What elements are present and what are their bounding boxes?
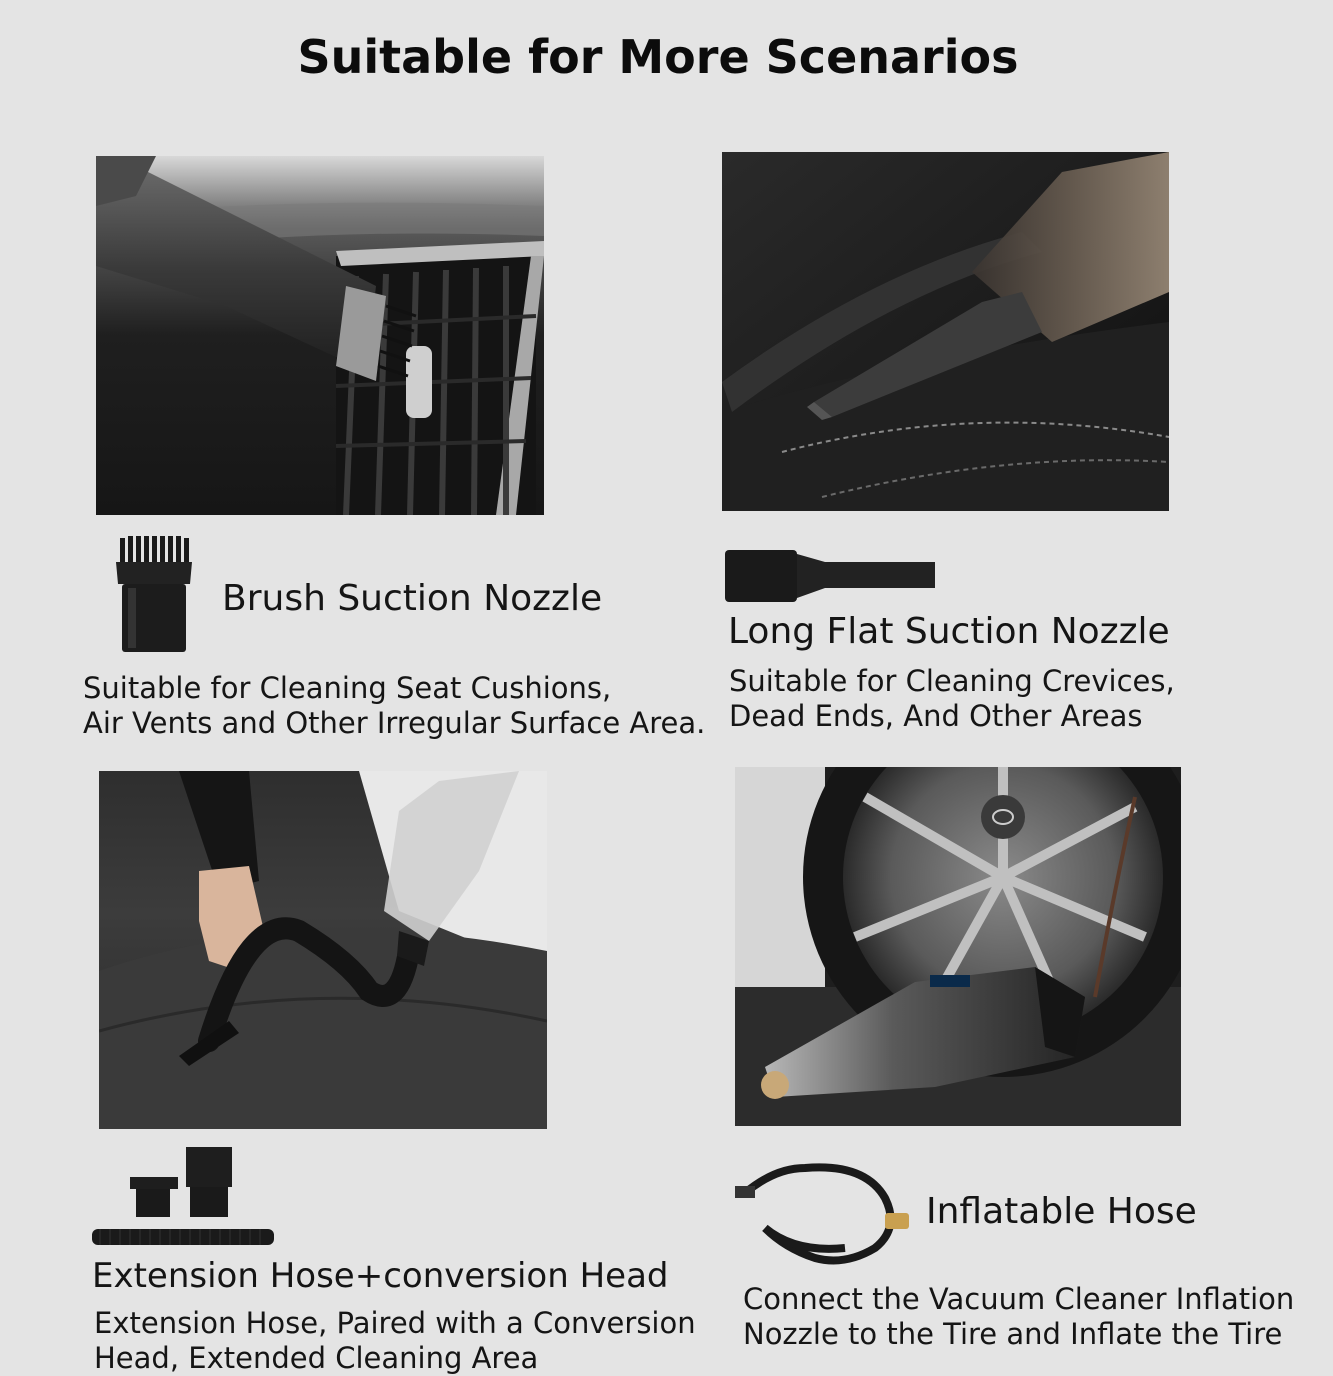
brush-nozzle-icon [114, 536, 194, 654]
inflatable-hose-label: Inflatable Hose [926, 1191, 1197, 1232]
extension-hose-desc [94, 1306, 696, 1376]
car-air-vent-photo [96, 156, 544, 515]
desc-line: Head, Extended Cleaning Area [94, 1341, 539, 1375]
desc-line: Suitable for Cleaning Crevices, [729, 664, 1175, 698]
inflatable-hose-desc [743, 1282, 1294, 1352]
brush-nozzle-label: Brush Suction Nozzle [222, 578, 603, 619]
car-tire-inflate-photo [735, 767, 1181, 1126]
desc-line: Extension Hose, Paired with a Conversion [94, 1306, 696, 1340]
extension-hose-kit-icon [90, 1147, 276, 1247]
flat-nozzle-label: Long Flat Suction Nozzle [728, 611, 1170, 652]
desc-line: Suitable for Cleaning Seat Cushions, [83, 671, 612, 705]
brush-nozzle-desc [83, 671, 705, 741]
desc-line: Dead Ends, And Other Areas [729, 699, 1143, 733]
car-seat-crevice-photo [722, 152, 1169, 511]
flat-nozzle-icon [725, 548, 937, 604]
page-title: Suitable for More Scenarios [297, 30, 1019, 84]
desc-line: Connect the Vacuum Cleaner Inflation [743, 1282, 1295, 1316]
car-seat-hose-photo [99, 771, 547, 1129]
desc-line: Air Vents and Other Irregular Surface Area. [83, 706, 706, 740]
flat-nozzle-desc [729, 664, 1175, 734]
desc-line: Nozzle to the Tire and Inflate the Tire [743, 1317, 1283, 1351]
inflatable-hose-icon [735, 1158, 913, 1270]
extension-hose-label: Extension Hose+conversion Head [92, 1256, 669, 1296]
